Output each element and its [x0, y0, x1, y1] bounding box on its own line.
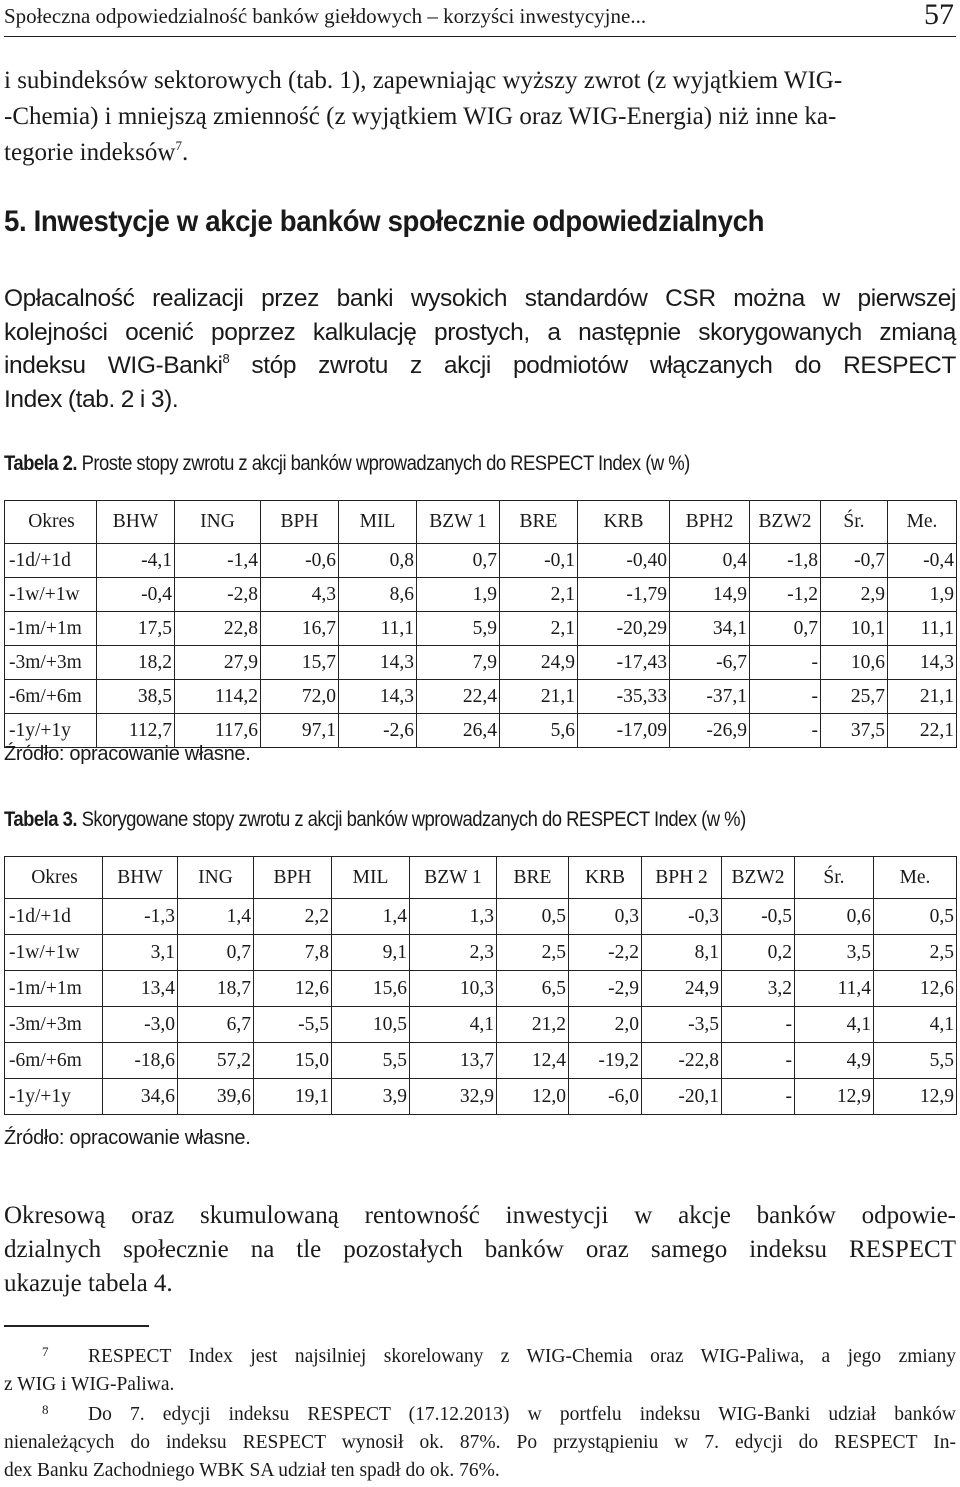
- table2-value-cell: 24,9: [500, 646, 578, 680]
- table3-label: Tabela 3.: [4, 808, 77, 831]
- table2-value-cell: 22,8: [175, 612, 261, 646]
- table2-value-cell: 117,6: [175, 714, 261, 748]
- table3-value-cell: 10,5: [332, 1007, 410, 1043]
- table2-column-header: MIL: [339, 501, 417, 544]
- table3-value-cell: -2,9: [569, 971, 642, 1007]
- table2-value-cell: -0,40: [578, 544, 670, 578]
- table3-value-cell: -1,3: [103, 899, 178, 935]
- running-header: [4, 2, 956, 37]
- footnote-separator: [4, 1325, 149, 1327]
- table3-value-cell: 10,3: [410, 971, 497, 1007]
- table3-body: [5, 857, 957, 1115]
- table2-row: [5, 680, 957, 714]
- table2-value-cell: 1,9: [417, 578, 500, 612]
- table3-column-header: ING: [178, 857, 254, 899]
- intro-paragraph: [4, 63, 956, 171]
- table3-value-cell: 18,7: [178, 971, 254, 1007]
- table2-value-cell: 22,4: [417, 680, 500, 714]
- body-line-3-rest: stóp zwrotu z akcji podmiotów włączanych do RESPECT: [229, 352, 956, 379]
- table2-value-cell: 14,3: [339, 646, 417, 680]
- table3-value-cell: 12,9: [795, 1079, 874, 1115]
- table3-value-cell: 0,2: [722, 935, 795, 971]
- table2-value-cell: 5,9: [417, 612, 500, 646]
- table3-value-cell: -6,0: [569, 1079, 642, 1115]
- body-line-1: Opłacalność realizacji przez banki wysokich standardów CSR można w pierwszej: [4, 285, 956, 312]
- footnote-7-line-2: z WIG i WIG-Paliwa.: [4, 1374, 175, 1395]
- table3-period-cell: -1d/+1d: [5, 899, 103, 935]
- footnote-8-line-1: 8 Do 7. edycji indeksu RESPECT (17.12.2013) w portfelu indeksu WIG-Banki udział banków: [42, 1402, 956, 1425]
- table3-row: [5, 1043, 957, 1079]
- table2-value-cell: -1,2: [750, 578, 821, 612]
- table2-value-cell: 37,5: [821, 714, 888, 748]
- table3-value-cell: 12,9: [874, 1079, 957, 1115]
- table2-value-cell: 7,9: [417, 646, 500, 680]
- table3-value-cell: 1,3: [410, 899, 497, 935]
- table2-value-cell: 14,9: [670, 578, 750, 612]
- table2-value-cell: 0,7: [750, 612, 821, 646]
- table3-value-cell: 4,9: [795, 1043, 874, 1079]
- table2-column-header: Me.: [888, 501, 957, 544]
- table3-header-row: [5, 857, 957, 899]
- table3-period-cell: -3m/+3m: [5, 1007, 103, 1043]
- table2-value-cell: 22,1: [888, 714, 957, 748]
- table2-column-header: Śr.: [821, 501, 888, 544]
- table3-value-cell: 3,9: [332, 1079, 410, 1115]
- table2-column-header: ING: [175, 501, 261, 544]
- closing-line-3: ukazuje tabela 4.: [4, 1270, 173, 1297]
- table2-value-cell: -17,09: [578, 714, 670, 748]
- table2-period-cell: -6m/+6m: [5, 680, 97, 714]
- table2-value-cell: -2,8: [175, 578, 261, 612]
- table3-column-header: BRE: [497, 857, 569, 899]
- table2-column-header: Okres: [5, 501, 97, 544]
- intro-line-3-end: .: [181, 139, 189, 166]
- table3-column-header: BZW 1: [410, 857, 497, 899]
- closing-paragraph: [4, 1199, 956, 1301]
- body-paragraph: [4, 282, 956, 416]
- table3-value-cell: -: [722, 1079, 795, 1115]
- body-line-3: [4, 349, 956, 383]
- table3-value-cell: 1,4: [178, 899, 254, 935]
- table2-body: [5, 501, 957, 748]
- table3: [4, 856, 957, 1115]
- table3-value-cell: 5,5: [874, 1043, 957, 1079]
- table2-caption-text: Proste stopy zwrotu z akcji banków wprowadzanych do RESPECT Index (w %): [76, 452, 690, 475]
- table2-value-cell: 2,1: [500, 612, 578, 646]
- footnote-8-line-2: nienależących do indeksu RESPECT wynosił ok. 87%. Po przystąpieniu w 7. edycji do RESPECT In-: [4, 1432, 956, 1453]
- table2-row: [5, 578, 957, 612]
- table3-value-cell: 12,4: [497, 1043, 569, 1079]
- table2-value-cell: -26,9: [670, 714, 750, 748]
- footnote-ref-7[interactable]: 7: [175, 138, 182, 153]
- table2-value-cell: 26,4: [417, 714, 500, 748]
- table3-value-cell: 6,5: [497, 971, 569, 1007]
- table2-value-cell: 21,1: [500, 680, 578, 714]
- table3-column-header: Me.: [874, 857, 957, 899]
- table3-value-cell: -2,2: [569, 935, 642, 971]
- table2-value-cell: -1,4: [175, 544, 261, 578]
- table2-value-cell: -: [750, 646, 821, 680]
- table3-value-cell: 2,2: [254, 899, 332, 935]
- table3-value-cell: 0,3: [569, 899, 642, 935]
- table3-value-cell: -18,6: [103, 1043, 178, 1079]
- table2-column-header: BHW: [97, 501, 175, 544]
- table3-value-cell: -: [722, 1043, 795, 1079]
- table3-column-header: BHW: [103, 857, 178, 899]
- table3-source: Źródło: opracowanie własne.: [4, 1127, 251, 1149]
- table2-column-header: KRB: [578, 501, 670, 544]
- table2-row: [5, 646, 957, 680]
- table2-value-cell: 18,2: [97, 646, 175, 680]
- page-number: 57: [924, 0, 954, 31]
- table2-value-cell: -0,7: [821, 544, 888, 578]
- intro-line-3: tegorie indeksów: [4, 139, 176, 166]
- table2-value-cell: 34,1: [670, 612, 750, 646]
- table3-value-cell: 0,6: [795, 899, 874, 935]
- table3-value-cell: 4,1: [874, 1007, 957, 1043]
- table3-value-cell: -19,2: [569, 1043, 642, 1079]
- table2-value-cell: 27,9: [175, 646, 261, 680]
- section-heading: 5. Inwestycje w akcje banków społecznie odpowiedzialnych: [4, 205, 765, 238]
- table2-value-cell: 21,1: [888, 680, 957, 714]
- table2-value-cell: 112,7: [97, 714, 175, 748]
- table3-column-header: Śr.: [795, 857, 874, 899]
- table2-value-cell: 17,5: [97, 612, 175, 646]
- table3-value-cell: 2,5: [497, 935, 569, 971]
- table2-caption: [4, 452, 690, 476]
- table3-column-header: KRB: [569, 857, 642, 899]
- closing-line-1: Okresową oraz skumulowaną rentowność inwestycji w akcje banków odpowie-: [4, 1202, 956, 1229]
- table2-value-cell: 11,1: [888, 612, 957, 646]
- table3-value-cell: 3,2: [722, 971, 795, 1007]
- table2-value-cell: -1,79: [578, 578, 670, 612]
- table2-value-cell: 16,7: [261, 612, 339, 646]
- table3-value-cell: 15,0: [254, 1043, 332, 1079]
- table3-value-cell: 6,7: [178, 1007, 254, 1043]
- table3-row: [5, 899, 957, 935]
- table3-value-cell: 2,3: [410, 935, 497, 971]
- table2-value-cell: 0,4: [670, 544, 750, 578]
- table3-value-cell: -22,8: [642, 1043, 722, 1079]
- table3-period-cell: -1y/+1y: [5, 1079, 103, 1115]
- table3-value-cell: 21,2: [497, 1007, 569, 1043]
- table3-period-cell: -1m/+1m: [5, 971, 103, 1007]
- table3-value-cell: 3,1: [103, 935, 178, 971]
- body-line-3-start: indeksu WIG-Banki: [4, 352, 223, 379]
- table2-value-cell: -0,1: [500, 544, 578, 578]
- table2-value-cell: 11,1: [339, 612, 417, 646]
- table2-period-cell: -1d/+1d: [5, 544, 97, 578]
- table3-row: [5, 1007, 957, 1043]
- table2-value-cell: -0,4: [888, 544, 957, 578]
- footnote-8: [4, 1401, 956, 1485]
- table2-source: Źródło: opracowanie własne.: [4, 743, 251, 765]
- table2-value-cell: 114,2: [175, 680, 261, 714]
- table3-value-cell: -3,5: [642, 1007, 722, 1043]
- table3-value-cell: 11,4: [795, 971, 874, 1007]
- table2-value-cell: 15,7: [261, 646, 339, 680]
- table2-value-cell: -: [750, 714, 821, 748]
- table2-value-cell: 2,1: [500, 578, 578, 612]
- table2-value-cell: -1,8: [750, 544, 821, 578]
- body-line-2: kolejności ocenić poprzez kalkulację prostych, a następnie skorygowanych zmianą: [4, 318, 956, 346]
- table2-value-cell: -6,7: [670, 646, 750, 680]
- table3-value-cell: 12,0: [497, 1079, 569, 1115]
- table3-value-cell: 34,6: [103, 1079, 178, 1115]
- footnote-7-line-1: 7 RESPECT Index jest najsilniej skorelowany z WIG-Chemia oraz WIG-Paliwa, a jego zmiany: [42, 1344, 956, 1367]
- footnote-8-text-1: Do 7. edycji indeksu RESPECT (17.12.2013) w portfelu indeksu WIG-Banki udział banków: [88, 1404, 956, 1425]
- table2-value-cell: 10,6: [821, 646, 888, 680]
- table3-value-cell: 4,1: [795, 1007, 874, 1043]
- footnote-7: [4, 1343, 956, 1399]
- table3-column-header: BPH 2: [642, 857, 722, 899]
- table3-caption-text: Skorygowane stopy zwrotu z akcji banków wprowadzanych do RESPECT Index (w %): [76, 808, 746, 831]
- table2: [4, 500, 957, 748]
- table2-column-header: BPH2: [670, 501, 750, 544]
- table2-value-cell: 0,8: [339, 544, 417, 578]
- table2-period-cell: -1y/+1y: [5, 714, 97, 748]
- table3-value-cell: 0,5: [497, 899, 569, 935]
- table2-value-cell: 10,1: [821, 612, 888, 646]
- table3-value-cell: 4,1: [410, 1007, 497, 1043]
- table2-column-header: BZW 1: [417, 501, 500, 544]
- table2-value-cell: 97,1: [261, 714, 339, 748]
- table3-value-cell: 13,7: [410, 1043, 497, 1079]
- table2-label: Tabela 2.: [4, 452, 77, 475]
- table2-value-cell: -0,6: [261, 544, 339, 578]
- table3-value-cell: 12,6: [874, 971, 957, 1007]
- table3-value-cell: 12,6: [254, 971, 332, 1007]
- table3-period-cell: -1w/+1w: [5, 935, 103, 971]
- table2-header-row: [5, 501, 957, 544]
- table3-value-cell: 7,8: [254, 935, 332, 971]
- table2-value-cell: 14,3: [339, 680, 417, 714]
- intro-line-2: -Chemia) i mniejszą zmienność (z wyjątkiem WIG oraz WIG-Energia) niż inne ka-: [4, 103, 837, 130]
- table2-period-cell: -3m/+3m: [5, 646, 97, 680]
- table3-column-header: Okres: [5, 857, 103, 899]
- table3-value-cell: -0,5: [722, 899, 795, 935]
- table3-value-cell: -0,3: [642, 899, 722, 935]
- body-line-4: Index (tab. 2 i 3).: [4, 385, 179, 413]
- table3-column-header: MIL: [332, 857, 410, 899]
- footnote-8-line-3: dex Banku Zachodniego WBK SA udział ten spadł do ok. 76%.: [4, 1460, 500, 1481]
- table3-column-header: BPH: [254, 857, 332, 899]
- table3-value-cell: 0,5: [874, 899, 957, 935]
- table3-value-cell: 3,5: [795, 935, 874, 971]
- footnote-7-text-1: RESPECT Index jest najsilniej skorelowany z WIG-Chemia oraz WIG-Paliwa, a jego zmiany: [88, 1346, 956, 1367]
- table3-value-cell: 57,2: [178, 1043, 254, 1079]
- table2-column-header: BZW2: [750, 501, 821, 544]
- running-title: Społeczna odpowiedzialność banków giełdowych – korzyści inwestycyjne...: [4, 4, 647, 28]
- table2-value-cell: -: [750, 680, 821, 714]
- table3-value-cell: 8,1: [642, 935, 722, 971]
- table3-value-cell: 19,1: [254, 1079, 332, 1115]
- table3-value-cell: -: [722, 1007, 795, 1043]
- table2-value-cell: -2,6: [339, 714, 417, 748]
- table3-value-cell: 2,5: [874, 935, 957, 971]
- intro-line-1: i subindeksów sektorowych (tab. 1), zapewniając wyższy zwrot (z wyjątkiem WIG-: [4, 67, 843, 94]
- table2-value-cell: 2,9: [821, 578, 888, 612]
- table2-row: [5, 612, 957, 646]
- table2-value-cell: 38,5: [97, 680, 175, 714]
- table3-value-cell: -20,1: [642, 1079, 722, 1115]
- table2-period-cell: -1m/+1m: [5, 612, 97, 646]
- table3-value-cell: 2,0: [569, 1007, 642, 1043]
- table2-value-cell: -4,1: [97, 544, 175, 578]
- table3-row: [5, 1079, 957, 1115]
- closing-line-2: dzialnych społecznie na tle pozostałych banków oraz samego indeksu RESPECT: [4, 1236, 956, 1263]
- table3-value-cell: -5,5: [254, 1007, 332, 1043]
- table2-value-cell: -0,4: [97, 578, 175, 612]
- table2-row: [5, 544, 957, 578]
- table3-value-cell: 5,5: [332, 1043, 410, 1079]
- table3-period-cell: -6m/+6m: [5, 1043, 103, 1079]
- table3-value-cell: 9,1: [332, 935, 410, 971]
- table2-column-header: BPH: [261, 501, 339, 544]
- table2-value-cell: -35,33: [578, 680, 670, 714]
- table3-value-cell: 39,6: [178, 1079, 254, 1115]
- table2-value-cell: 14,3: [888, 646, 957, 680]
- table3-value-cell: 24,9: [642, 971, 722, 1007]
- table2-value-cell: 8,6: [339, 578, 417, 612]
- table2-value-cell: 0,7: [417, 544, 500, 578]
- table2-value-cell: 72,0: [261, 680, 339, 714]
- table2-value-cell: 25,7: [821, 680, 888, 714]
- table3-column-header: BZW2: [722, 857, 795, 899]
- table2-column-header: BRE: [500, 501, 578, 544]
- footnote-ref-8[interactable]: 8: [222, 351, 230, 366]
- table3-caption: [4, 808, 746, 832]
- table3-value-cell: 15,6: [332, 971, 410, 1007]
- table3-value-cell: 32,9: [410, 1079, 497, 1115]
- table3-row: [5, 935, 957, 971]
- table3-value-cell: 0,7: [178, 935, 254, 971]
- table2-period-cell: -1w/+1w: [5, 578, 97, 612]
- table2-value-cell: -20,29: [578, 612, 670, 646]
- table3-row: [5, 971, 957, 1007]
- table2-value-cell: 5,6: [500, 714, 578, 748]
- table2-value-cell: 1,9: [888, 578, 957, 612]
- table3-value-cell: 13,4: [103, 971, 178, 1007]
- table3-value-cell: 1,4: [332, 899, 410, 935]
- table2-value-cell: -37,1: [670, 680, 750, 714]
- table3-value-cell: -3,0: [103, 1007, 178, 1043]
- table2-value-cell: -17,43: [578, 646, 670, 680]
- table2-value-cell: 4,3: [261, 578, 339, 612]
